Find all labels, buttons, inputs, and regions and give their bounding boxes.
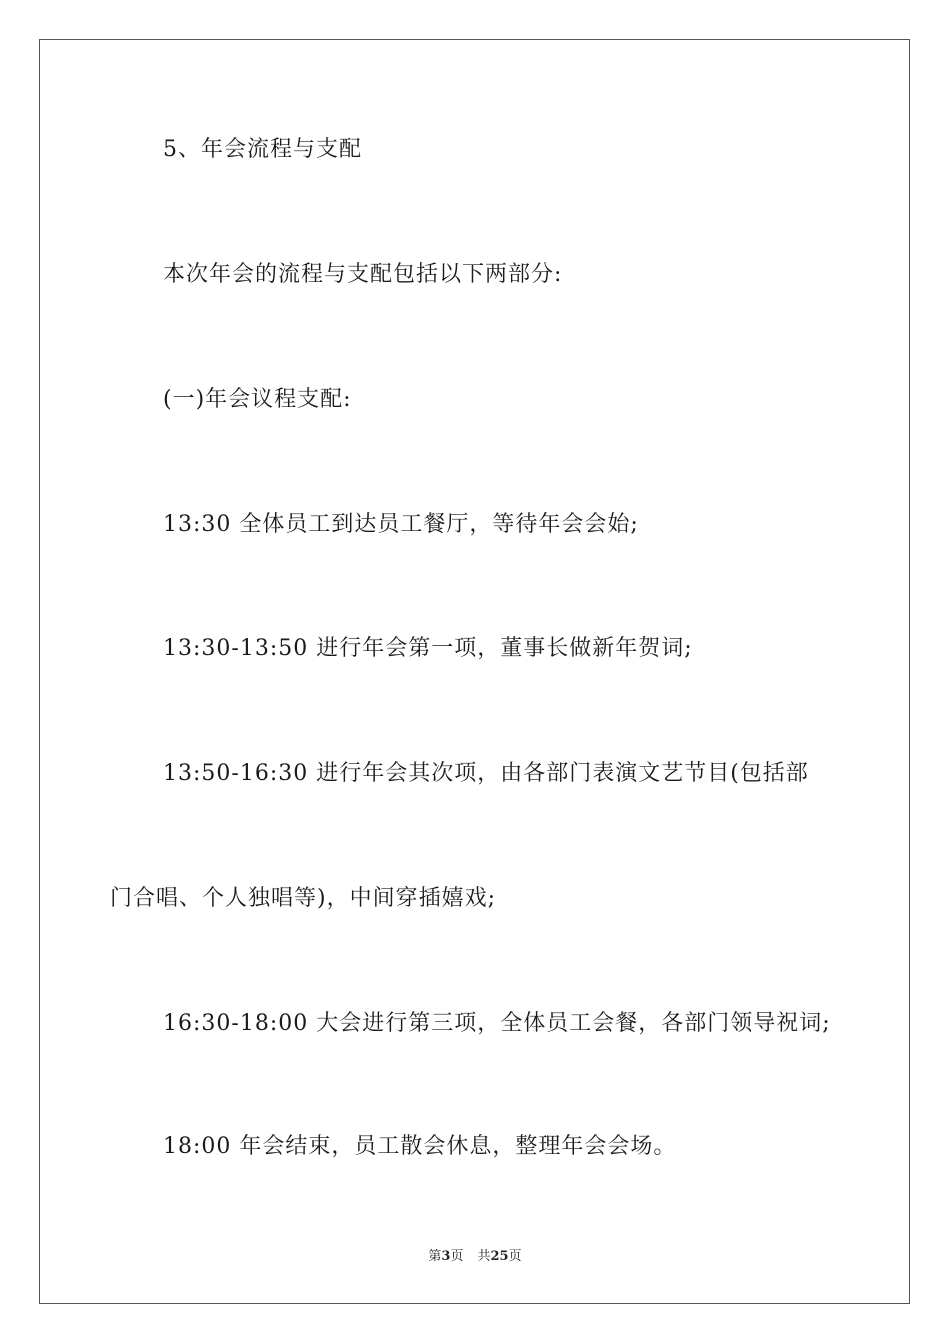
agenda-item-1: 13:30 全体员工到达员工餐厅，等待年会会始; xyxy=(163,512,639,537)
agenda-item-2: 13:30-13:50 进行年会第一项，董事长做新年贺词; xyxy=(163,636,693,661)
agenda-item-3-line-2: 门合唱、个人独唱等)，中间穿插嬉戏; xyxy=(110,886,496,911)
agenda-item-4: 16:30-18:00 大会进行第三项，全体员工会餐，各部门领导祝词; xyxy=(163,1011,831,1036)
paragraph-intro: 本次年会的流程与支配包括以下两部分: xyxy=(163,262,563,287)
footer-total-suffix: 页 xyxy=(508,1249,522,1264)
footer-page-total: 25 xyxy=(490,1249,509,1264)
footer-page-prefix: 第 xyxy=(428,1249,442,1264)
agenda-item-3-line-1: 13:50-16:30 进行年会其次项，由各部门表演文艺节目(包括部 xyxy=(163,761,809,786)
footer-page-current: 3 xyxy=(441,1249,451,1264)
footer-total-prefix: 共 xyxy=(477,1249,491,1264)
page-border xyxy=(39,39,910,1304)
subsection-heading: (一)年会议程支配: xyxy=(163,387,352,412)
page-footer xyxy=(0,1248,950,1266)
agenda-item-5: 18:00 年会结束，员工散会休息，整理年会会场。 xyxy=(163,1134,677,1159)
footer-page-suffix: 页 xyxy=(450,1249,464,1264)
section-heading: 5、年会流程与支配 xyxy=(163,137,362,162)
